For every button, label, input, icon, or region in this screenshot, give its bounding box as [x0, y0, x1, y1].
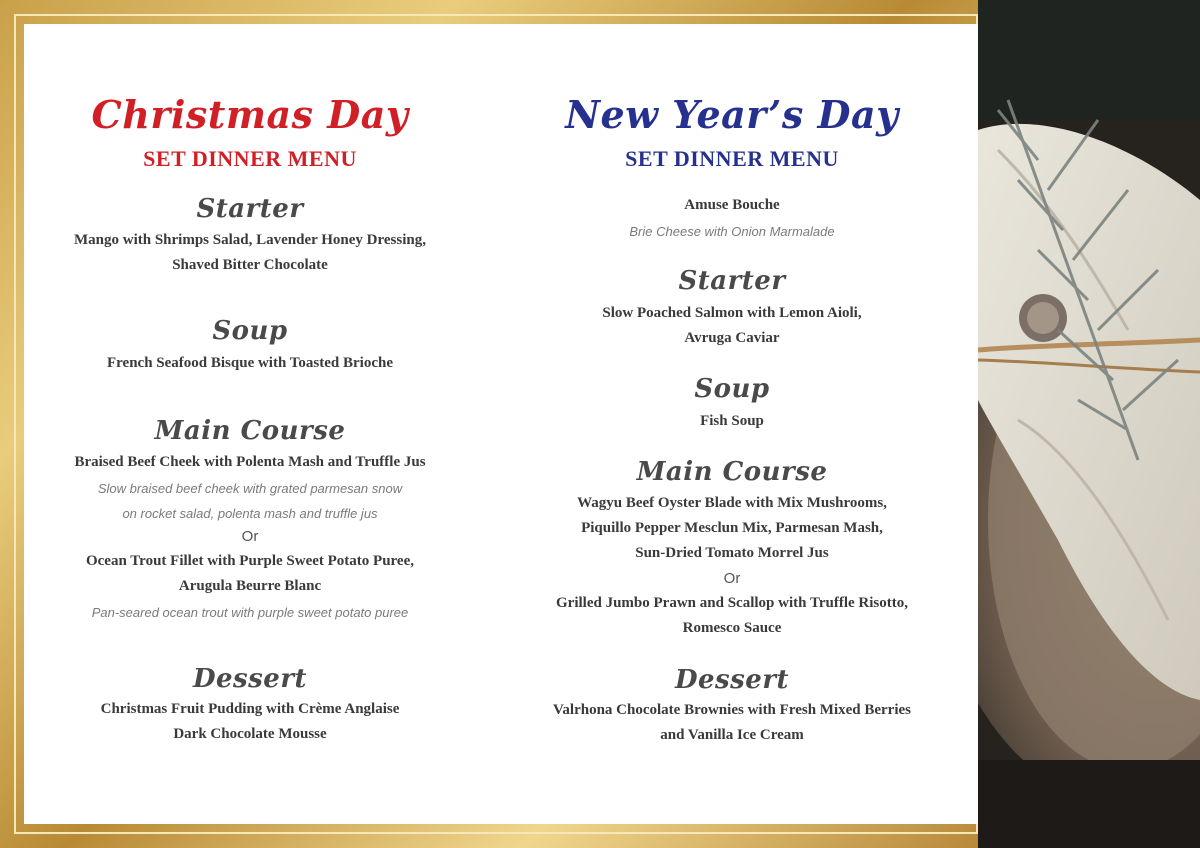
- christmas-main-option-2-line-2: Arugula Beurre Blanc: [178, 578, 322, 594]
- christmas-starter-heading: Starter: [196, 194, 304, 224]
- christmas-main-option-1-desc-1: Slow braised beef cheek with grated parmesan snow: [97, 481, 403, 496]
- christmas-soup-line-1: French Seafood Bisque with Toasted Brioche: [106, 355, 393, 371]
- newyear-starter-line-1: Slow Poached Salmon with Lemon Aioli,: [602, 305, 862, 321]
- christmas-subtitle: SET DINNER MENU: [143, 146, 357, 171]
- newyear-subtitle: SET DINNER MENU: [625, 146, 839, 171]
- newyear-amuse-desc: Brie Cheese with Onion Marmalade: [629, 224, 835, 239]
- napkin-pine-image: [978, 0, 1200, 848]
- christmas-dessert-line-1: Christmas Fruit Pudding with Crème Anglaise: [100, 701, 400, 717]
- newyear-main-option-2-line-1: Grilled Jumbo Prawn and Scallop with Truffle Risotto,: [556, 595, 908, 611]
- christmas-main-option-1-desc-2: on rocket salad, polenta mash and truffle jus: [122, 506, 378, 521]
- newyear-main-option-1-line-1: Wagyu Beef Oyster Blade with Mix Mushrooms,: [577, 495, 887, 511]
- newyear-amuse-heading: Amuse Bouche: [684, 197, 780, 213]
- newyear-starter-line-2: Avruga Caviar: [684, 330, 780, 346]
- christmas-main-option-2-line-1: Ocean Trout Fillet with Purple Sweet Potato Puree,: [85, 553, 414, 569]
- newyear-main-option-1-line-2: Piquillo Pepper Mesclun Mix, Parmesan Mash,: [581, 520, 883, 536]
- christmas-starter-line-1: Mango with Shrimps Salad, Lavender Honey Dressing,: [74, 232, 426, 248]
- newyear-dessert-line-1: Valrhona Chocolate Brownies with Fresh Mixed Berries: [552, 702, 912, 718]
- newyear-soup-heading: Soup: [694, 374, 770, 404]
- christmas-soup-heading: Soup: [212, 316, 288, 346]
- newyear-dessert-line-2: and Vanilla Ice Cream: [660, 727, 804, 743]
- napkin-photo: [978, 0, 1200, 848]
- newyear-main-heading: Main Course: [636, 457, 828, 487]
- christmas-dessert-heading: Dessert: [192, 664, 308, 694]
- christmas-title: Christmas Day: [91, 92, 409, 137]
- christmas-main-option-2-desc: Pan-seared ocean trout with purple sweet potato puree: [91, 605, 409, 620]
- christmas-main-option-1: Braised Beef Cheek with Polenta Mash and Truffle Jus: [74, 454, 426, 470]
- newyear-starter-heading: Starter: [678, 266, 786, 296]
- newyear-main-option-1-line-3: Sun-Dried Tomato Morrel Jus: [635, 545, 829, 561]
- christmas-starter-line-2: Shaved Bitter Chocolate: [172, 257, 328, 273]
- newyear-title: New Year’s Day: [565, 92, 899, 137]
- newyear-soup-line-1: Fish Soup: [700, 413, 764, 429]
- newyear-dessert-heading: Dessert: [674, 665, 790, 695]
- christmas-main-heading: Main Course: [154, 416, 346, 446]
- newyear-main-or: Or: [723, 570, 741, 587]
- christmas-dessert-line-2: Dark Chocolate Mousse: [173, 726, 327, 742]
- newyear-main-option-2-line-2: Romesco Sauce: [682, 620, 782, 636]
- christmas-main-or: Or: [241, 528, 259, 545]
